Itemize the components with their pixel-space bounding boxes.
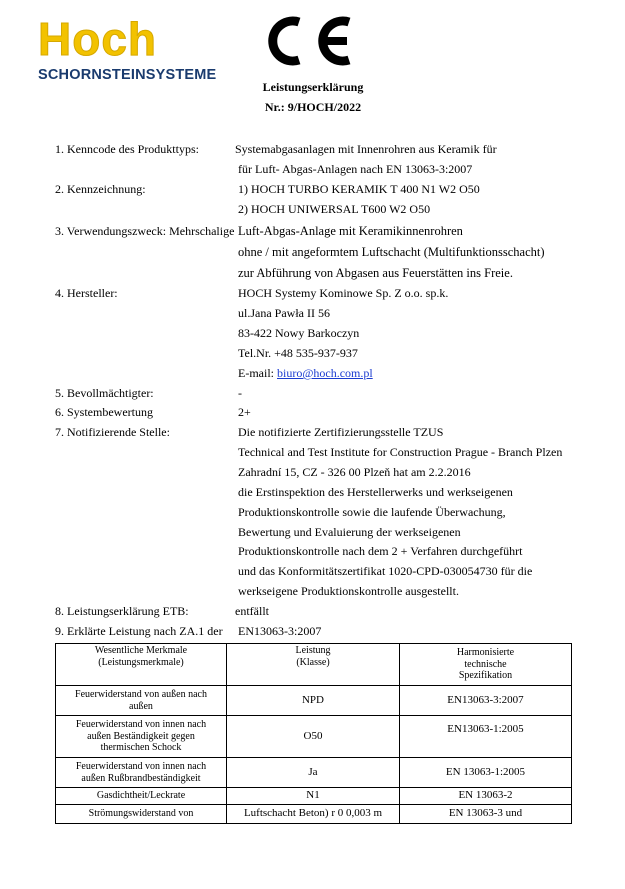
email-link[interactable]: biuro@hoch.com.pl bbox=[277, 366, 373, 380]
item-4-label: 4. Hersteller: bbox=[55, 286, 118, 300]
table-header-row bbox=[56, 644, 572, 686]
item-5-label: 5. Bevollmächtigter: bbox=[55, 386, 154, 400]
item-4-value-1: HOCH Systemy Kominowe Sp. Z o.o. sp.k. bbox=[238, 286, 449, 300]
row-5-spec: EN 13063-3 und bbox=[448, 807, 523, 820]
item-7-label: 7. Notifizierende Stelle: bbox=[55, 425, 170, 439]
logo-subtitle: SCHORNSTEINSYSTEME bbox=[38, 67, 217, 83]
header-performance: Leistung (Klasse) bbox=[295, 645, 331, 668]
row-1-performance: NPD bbox=[301, 693, 324, 706]
hoch-logo bbox=[38, 13, 217, 86]
item-8-value: entfällt bbox=[235, 604, 269, 618]
item-4-value-4: Tel.Nr. +48 535-937-937 bbox=[238, 346, 358, 360]
item-3-value-1: Luft-Abgas-Anlage mit Keramikinnenrohren bbox=[238, 224, 463, 238]
item-1-value-1: Systemabgasanlagen mit Innenrohren aus Keramik für bbox=[235, 142, 497, 156]
item-1-value-2: für Luft- Abgas-Anlagen nach EN 13063-3:2007 bbox=[238, 162, 473, 176]
row-3-performance: Ja bbox=[308, 765, 318, 778]
table-row bbox=[56, 805, 572, 824]
ce-mark-icon bbox=[255, 12, 355, 70]
table-cell bbox=[56, 788, 227, 805]
item-3-label: 3. Verwendungszweck: Mehrschalige bbox=[55, 224, 235, 238]
row-1-spec: EN13063-3:2007 bbox=[447, 693, 524, 706]
row-3-characteristic: Feuerwiderstand von innen nach außen Rußbrandbeständigkeit bbox=[75, 761, 207, 784]
item-4-value-3: 83-422 Nowy Barkoczyn bbox=[238, 326, 360, 340]
column-header bbox=[227, 644, 400, 686]
row-5-characteristic: Strömungswiderstand von bbox=[88, 808, 194, 820]
table-cell bbox=[56, 758, 227, 788]
item-2-value-2: 2) HOCH UNIWERSAL T600 W2 O50 bbox=[238, 202, 431, 216]
item-7-value-2: Technical and Test Institute for Construction Prague - Branch Plzen bbox=[238, 445, 563, 459]
document-title: Leistungserklärung bbox=[262, 80, 364, 94]
item-2-value-1: 1) HOCH TURBO KERAMIK T 400 N1 W2 O50 bbox=[238, 182, 480, 196]
row-4-performance: N1 bbox=[306, 789, 320, 802]
item-6-value: 2+ bbox=[238, 405, 251, 419]
item-9-label: 9. Erklärte Leistung nach ZA.1 der bbox=[55, 624, 223, 638]
table-cell bbox=[227, 805, 400, 824]
item-7-value-8: und das Konformitätszertifikat 1020-CPD-030054730 für die bbox=[238, 564, 533, 578]
item-4-email-row bbox=[238, 366, 373, 380]
item-7-value-1: Die notifizierte Zertifizierungsstelle TZUS bbox=[238, 425, 444, 439]
item-7-value-5: Produktionskontrolle sowie die laufende Überwachung, bbox=[238, 505, 506, 519]
table-cell bbox=[56, 716, 227, 758]
item-6-label: 6. Systembewertung bbox=[55, 405, 153, 419]
item-3-value-3: zur Abführung von Abgasen aus Feuerstätten ins Freie. bbox=[238, 266, 513, 280]
table-row bbox=[56, 716, 572, 758]
logo-word: Hoch bbox=[38, 13, 157, 65]
header-harmonised-spec: Harmonisierte technische Spezifikation bbox=[456, 647, 515, 682]
item-9-value: EN13063-3:2007 bbox=[238, 624, 322, 638]
item-7-value-4: die Erstinspektion des Herstellerwerks und werkseigenen bbox=[238, 485, 513, 499]
table-cell bbox=[400, 805, 572, 824]
item-8-label: 8. Leistungserklärung ETB: bbox=[55, 604, 189, 618]
column-header bbox=[56, 644, 227, 686]
row-5-performance: Luftschacht Beton) r 0 0,003 m bbox=[243, 807, 383, 820]
table-cell bbox=[227, 716, 400, 758]
item-7-value-6: Bewertung und Evaluierung der werkseigenen bbox=[238, 525, 461, 539]
item-7-value-7: Produktionskontrolle nach dem 2 + Verfahren durchgeführt bbox=[238, 544, 523, 558]
table-cell bbox=[400, 788, 572, 805]
table-row bbox=[56, 758, 572, 788]
row-1-characteristic: Feuerwiderstand von außen nach außen bbox=[75, 689, 207, 712]
table-row bbox=[56, 788, 572, 805]
item-2-label: 2. Kennzeichnung: bbox=[55, 182, 146, 196]
row-2-performance: O50 bbox=[303, 729, 323, 742]
table-row bbox=[56, 686, 572, 716]
table-cell bbox=[227, 686, 400, 716]
item-4-value-2: ul.Jana Pawła II 56 bbox=[238, 306, 330, 320]
row-3-spec: EN 13063-1:2005 bbox=[445, 765, 526, 778]
table-cell bbox=[56, 805, 227, 824]
table-cell bbox=[56, 686, 227, 716]
item-7-value-9: werkseigene Produktionskontrolle ausgestellt. bbox=[238, 584, 459, 598]
row-4-characteristic: Gasdichtheit/Leckrate bbox=[96, 790, 186, 802]
table-cell bbox=[400, 758, 572, 788]
email-prefix: E-mail: bbox=[238, 366, 277, 380]
row-2-characteristic: Feuerwiderstand von innen nach außen Beständigkeit gegen thermischen Schock bbox=[75, 719, 207, 754]
item-7-value-3: Zahradní 15, CZ - 326 00 Plzeň hat am 2.2.2016 bbox=[238, 465, 471, 479]
item-1-label: 1. Kenncode des Produkttyps: bbox=[55, 142, 199, 156]
item-3-value-2: ohne / mit angeformtem Luftschacht (Multifunktionsschacht) bbox=[238, 245, 545, 259]
row-2-spec: EN13063-1:2005 bbox=[447, 723, 524, 735]
table-cell bbox=[400, 686, 572, 716]
document-number: Nr.: 9/HOCH/2022 bbox=[264, 100, 362, 114]
column-header bbox=[400, 644, 572, 686]
header-essential-characteristics: Wesentliche Merkmale (Leistungsmerkmale) bbox=[94, 645, 188, 668]
table-cell bbox=[227, 758, 400, 788]
table-cell bbox=[400, 716, 572, 758]
row-4-spec: EN 13063-2 bbox=[458, 789, 513, 802]
performance-table bbox=[55, 643, 572, 824]
table-cell bbox=[227, 788, 400, 805]
item-5-value: - bbox=[238, 386, 242, 400]
